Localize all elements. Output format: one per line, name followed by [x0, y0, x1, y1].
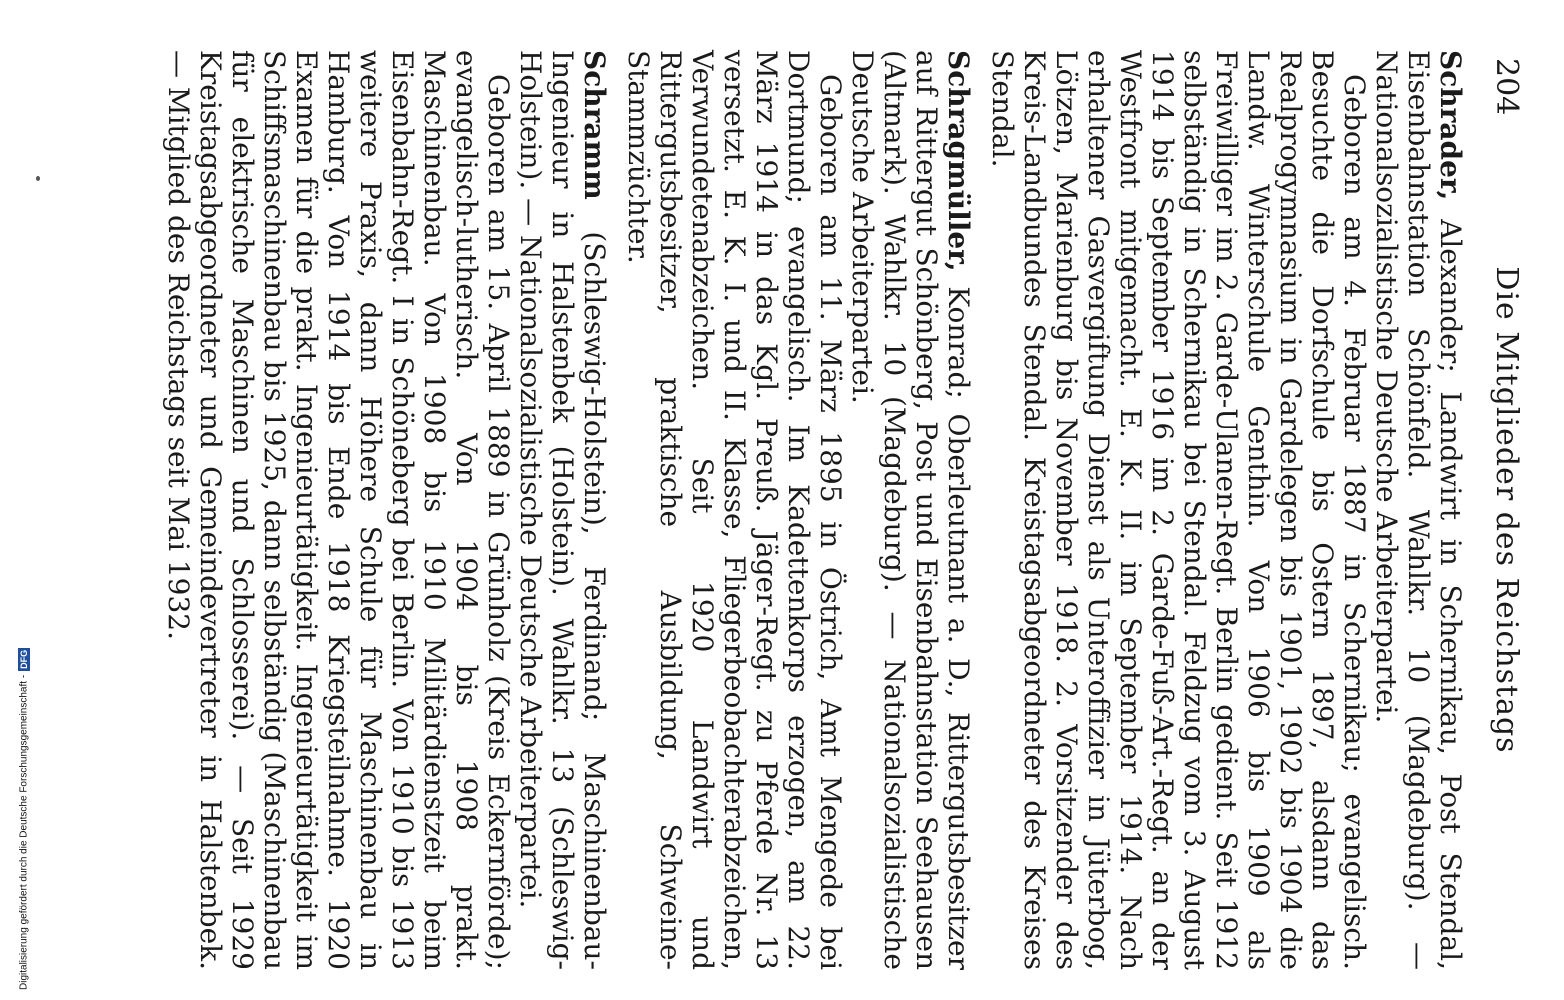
running-title: Die Mitglieder des Reichstags [1489, 266, 1524, 754]
credit-text: Digitalisierung gefördert durch die Deutsche Forschungsgemeinschaft - [18, 674, 30, 990]
member-details: (Schleswig-Holstein), Ferdinand; Maschinenbau-Ingenieur in Halstenbek (Holstein). Wahlkr. 13 (Schleswig-Holstein). — Nationalsozialistische Deutsche Arbeiterpartei. [514, 50, 611, 970]
member-details: Alexander; Landwirt in Schernikau, Post Stendal, Eisenbahnstation Schönfeld. Wahlkr. 10 (Magdeburg). — Nationalsozialistische Deutsche Arbeiterpartei. [1370, 50, 1467, 970]
member-name: Schragmüller, [942, 50, 975, 272]
biography-entry-schramm [162, 40, 610, 980]
entry-heading [846, 50, 974, 970]
member-name: Schrader, [1434, 50, 1467, 201]
member-name: Schramm [578, 50, 611, 200]
digitization-credit [18, 648, 30, 990]
biography-entry-schragmueller [622, 40, 974, 980]
page-header [1478, 40, 1522, 980]
member-biography: Geboren am 15. April 1889 in Grünholz (Kreis Eckernförde); evangelisch-lutherisch. Von 1904 bis 1908 prakt. Maschinenbau. Von 1908 bis 1910 Militärdienstzeit beim Eisenbahn-Regt. I in Schöneberg bei Berlin. Von 1910 bis 1913 weitere Praxis, dann Höhere Schule für Maschinenbau in Hamburg. Von 1914 bis Ende 1918 Kriegsteilnahme. 1920 Examen für die prakt. Ingenieurtätigkeit. Ingenieurtätigkeit im Schiffsmaschinenbau bis 1925, dann selbständig (Maschinenbau für elektrische Maschinen und Schlosserei). — Seit 1929 Kreistagsabgeordneter und Gemeindevertreter in Halstenbek. — Mitglied des Reichstags seit Mai 1932. [162, 50, 515, 970]
member-biography: Geboren am 4. Februar 1887 in Schernikau; evangelisch. Besuchte die Dorfschule bis Ostern 1897, alsdann das Realprogymnasium in Gardelegen bis 1901, 1902 bis 1904 die Landw. Winterschule Genthin. Von 1906 bis 1909 als Freiwilliger im 2. Garde-Ulanen-Regt. Berlin gedient. Seit 1912 selbständig in Schernikau bei Stendal. Feldzug vom 3. August 1914 bis September 1916 im 2. Garde-Fuß-Art.-Regt. an der Westfront mitgemacht. E. K. II. im September 1914. Nach erhaltener Gasvergiftung Dienst als Unteroffizier in Jüterbog, Lötzen, Marienburg bis November 1918. 2. Vorsitzender des Kreis-Landbundes Stendal. Kreistagsabgeordneter des Kreises Stendal. [986, 50, 1371, 970]
entry-heading [1370, 50, 1466, 970]
page-number: 204 [1489, 58, 1524, 116]
member-details: Konrad; Oberleutnant a. D., Rittergutsbesitzer auf Rittergut Schönberg, Post und Eisenbahnstation Seehausen (Altmark). Wahlkr. 10 (Magdeburg). — Nationalsozialistische Deutsche Arbeiterpartei. [846, 50, 975, 970]
dfg-logo-icon: DFG [19, 649, 29, 669]
member-biography: Geboren am 11. März 1895 in Östrich, Amt Mengede bei Dortmund; evangelisch. Im Kadettenkorps erzogen, am 22. März 1914 in das Kgl. Preuß. Jäger-Regt. zu Pferde Nr. 13 versetzt. E. K. I. und II. Klasse, Fliegerbeobachterabzeichen, Verwundetenabzeichen. Seit 1920 Landwirt und Rittergutsbesitzer, praktische Ausbildung, Schweine-Stammzüchter. [622, 50, 847, 970]
biography-entry-schrader [986, 40, 1466, 980]
scan-speck [36, 176, 40, 181]
entry-heading [514, 50, 610, 970]
rotated-book-page [62, 40, 1522, 980]
